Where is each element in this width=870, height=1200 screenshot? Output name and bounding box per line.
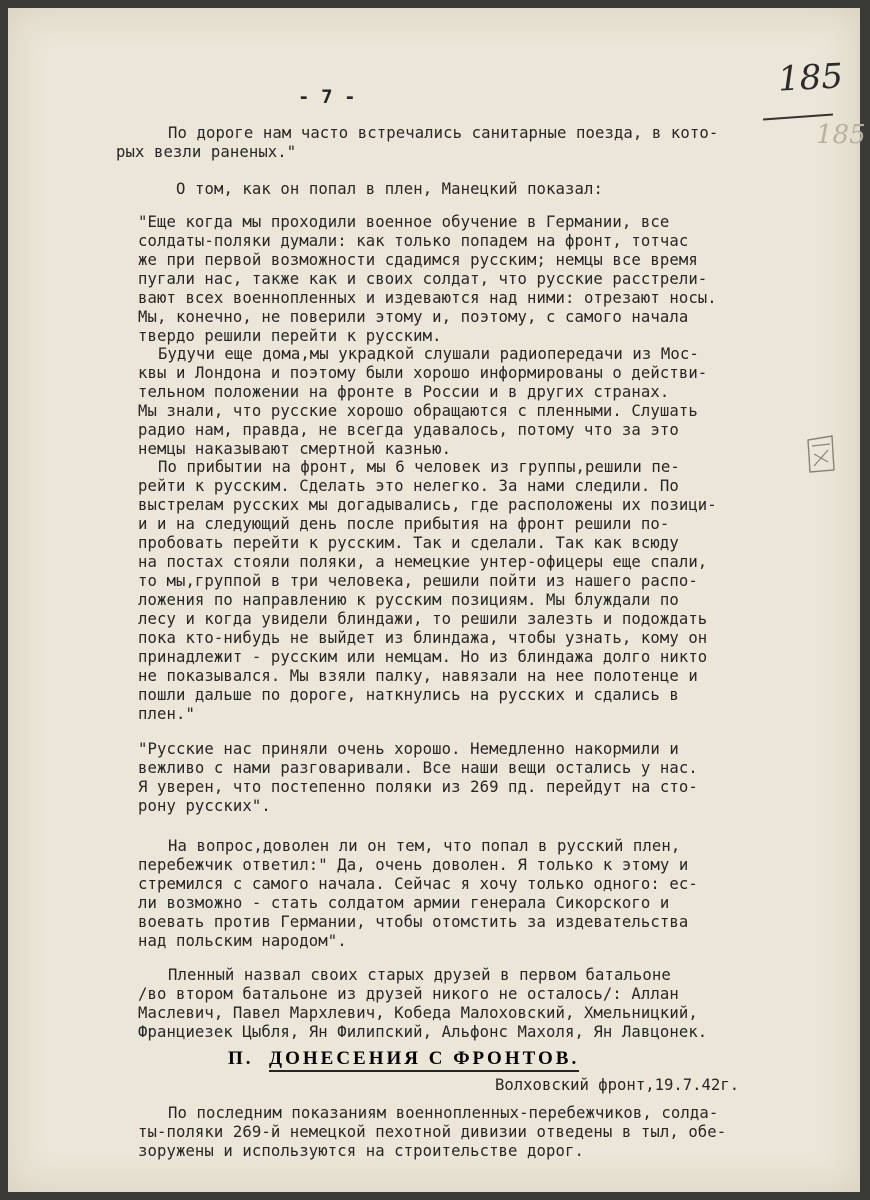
text-line: перебежчик ответил:" Да, очень доволен. Я только к этому и bbox=[138, 856, 689, 874]
text-line: "Русские нас приняли очень хорошо. Немедленно накормили и bbox=[138, 740, 679, 758]
text-line: ты-поляки 269-й немецкой пехотной дивизии отведены в тыл, обе- bbox=[138, 1123, 727, 1141]
text-line: пробовать перейти к русским. Так и сделали. Так как всюду bbox=[138, 534, 679, 552]
text-line: /во втором батальоне из друзей никого не осталось/: Аллан bbox=[138, 985, 679, 1003]
text-line: вежливо с нами разговаривали. Все наши вещи остались у нас. bbox=[138, 759, 698, 777]
dateline: Волховский фронт,19.7.42г. bbox=[495, 1076, 740, 1094]
text-line: лесу и когда увидели блиндажи, то решили залезть и подождать bbox=[138, 610, 708, 628]
text-line: По прибытии на фронт, мы 6 человек из группы,решили пе- bbox=[158, 458, 680, 476]
text-line: рону русских". bbox=[138, 797, 271, 815]
text-line: зоружены и используются на строительстве дорог. bbox=[138, 1142, 584, 1160]
text-line: и и на следующий день после прибытия на фронт решили по- bbox=[138, 515, 670, 533]
text-line: вают всех военнопленных и издеваются над ними: отрезают носы. bbox=[138, 289, 717, 307]
text-line: на постах стояли поляки, а немецкие унтер-офицеры еще спали, bbox=[138, 553, 708, 571]
text-line: солдаты-поляки думали: как только попадем на фронт, тотчас bbox=[138, 232, 689, 250]
text-line: По дороге нам часто встречались санитарные поезда, в кото- bbox=[168, 124, 719, 142]
text-line: же при первой возможности сдадимся русским; немцы все время bbox=[138, 251, 698, 269]
margin-pencil-mark-icon bbox=[804, 432, 838, 476]
text-line: Мы, конечно, не поверили этому и, поэтому, с самого начала bbox=[138, 308, 689, 326]
section-title: ДОНЕСЕНИЯ С ФРОНТОВ. bbox=[269, 1048, 579, 1072]
text-line: радио нам, правда, не всегда удавалось, потому что за это bbox=[138, 421, 679, 439]
text-line: то мы,группой в три человека, решили пойти из нашего распо- bbox=[138, 572, 698, 590]
text-line: твердо решили перейти к русским. bbox=[138, 327, 442, 345]
document-page bbox=[8, 8, 866, 1192]
text-line: воевать против Германии, чтобы отомстить за издевательства bbox=[138, 913, 689, 931]
text-line: Мы знали, что русские хорошо обращаются с пленными. Слушать bbox=[138, 402, 698, 420]
text-line: квы и Лондона и поэтому были хорошо информированы о действи- bbox=[138, 364, 708, 382]
text-line: Будучи еще дома,мы украдкой слушали радиопередачи из Мос- bbox=[158, 345, 699, 363]
text-line: Франциезек Цыбля, Ян Филипский, Альфонс Махоля, Ян Лавцонек. bbox=[138, 1023, 708, 1041]
typewritten-text bbox=[8, 8, 860, 1192]
section-number: П. bbox=[228, 1048, 254, 1069]
text-line: ли возможно - стать солдатом армии генерала Сикорского и bbox=[138, 894, 670, 912]
text-line: Пленный назвал своих старых друзей в первом батальоне bbox=[168, 966, 671, 984]
text-line: О том, как он попал в плен, Манецкий показал: bbox=[176, 180, 603, 198]
text-line: пошли дальше по дороге, наткнулись на русских и сдались в bbox=[138, 686, 679, 704]
text-line: плен." bbox=[138, 705, 195, 723]
text-line: На вопрос,доволен ли он тем, что попал в русский плен, bbox=[168, 837, 681, 855]
text-line: рых везли раненых." bbox=[116, 143, 297, 161]
text-line: По последним показаниям военнопленных-перебежчиков, солда- bbox=[168, 1104, 719, 1122]
text-line: не показывался. Мы взяли палку, навязали на нее полотенце и bbox=[138, 667, 698, 685]
text-line: рейти к русским. Сделать это нелегко. За нами следили. По bbox=[138, 477, 679, 495]
text-line: выстрелам русских мы догадывались, где расположены их позици- bbox=[138, 496, 717, 514]
text-line: Маслевич, Павел Мархлевич, Кобеда Малоховский, Хмельницкий, bbox=[138, 1004, 698, 1022]
text-line: немцы наказывают смертной казнью. bbox=[138, 440, 452, 458]
text-line: принадлежит - русским или немцам. Но из блиндажа долго никто bbox=[138, 648, 708, 666]
archive-page-number: 185 bbox=[776, 56, 844, 100]
text-line: над польским народом". bbox=[138, 932, 347, 950]
archive-page-number-faint: 185 bbox=[816, 120, 866, 150]
text-line: пугали нас, также как и своих солдат, что русские расстрели- bbox=[138, 270, 708, 288]
text-line: стремился с самого начала. Сейчас я хочу только одного: ес- bbox=[138, 875, 698, 893]
section-heading bbox=[228, 1048, 579, 1070]
text-line: тельном положении на фронте в России и в других странах. bbox=[138, 383, 670, 401]
text-line: пока кто-нибудь не выйдет из блиндажа, чтобы узнать, кому он bbox=[138, 629, 708, 647]
page-number: - 7 - bbox=[298, 86, 356, 108]
text-line: Я уверен, что постепенно поляки из 269 пд. перейдут на сто- bbox=[138, 778, 698, 796]
text-line: "Еще когда мы проходили военное обучение в Германии, все bbox=[138, 213, 670, 231]
text-line: ложения по направлению к русским позициям. Мы блуждали по bbox=[138, 591, 679, 609]
